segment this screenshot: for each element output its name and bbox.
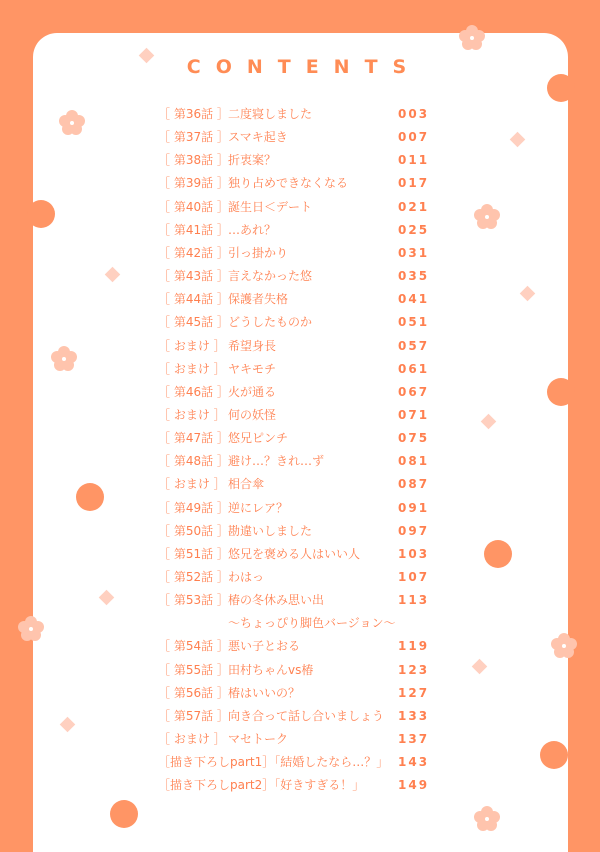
entry-page: 137 <box>398 732 430 747</box>
entry-page: 081 <box>398 454 430 469</box>
toc-row <box>0 406 600 424</box>
toc-row <box>0 730 600 748</box>
entry-title: 保護者失格 <box>228 292 289 307</box>
entry-page: 067 <box>398 384 430 399</box>
entry-title: …あれ？ <box>228 222 277 237</box>
entry-page: 103 <box>398 546 430 561</box>
entry-page: 075 <box>398 431 430 446</box>
entry-label: ［ 第39話 ］ <box>158 176 229 191</box>
toc-row <box>0 637 600 655</box>
entry-page: 091 <box>398 500 430 515</box>
entry-page: 025 <box>398 222 430 237</box>
entry-title: 避け…？きれ…ず <box>228 454 325 469</box>
entry-title: スマキ起き <box>228 130 288 145</box>
toc-row <box>0 568 600 586</box>
entry-label: ［ 第46話 ］ <box>158 384 229 399</box>
entry-page: 021 <box>398 199 430 214</box>
entry-title: マセトーク <box>228 732 289 747</box>
extra-entry-title: ［描き下ろしpart2］「好きすぎる！」 <box>158 778 365 793</box>
entry-label: ［ おまけ ］ <box>158 407 226 422</box>
entry-title: 言えなかった悠 <box>228 269 313 284</box>
toc-row <box>0 545 600 563</box>
toc-row <box>0 661 600 679</box>
entry-label: ［ 第37話 ］ <box>158 130 229 145</box>
entry-page: 087 <box>398 477 430 492</box>
entry-title: 田村ちゃんvs椿 <box>228 662 314 677</box>
page-title: CONTENTS <box>186 56 422 78</box>
entry-page: 035 <box>398 269 430 284</box>
entry-label: ［ おまけ ］ <box>158 732 226 747</box>
entry-label: ［ 第50話 ］ <box>158 523 229 538</box>
entry-page: 003 <box>398 107 430 121</box>
toc-row <box>0 128 600 146</box>
entry-label: ［ 第36話 ］ <box>158 107 229 121</box>
entry-title: 希望身長 <box>228 338 277 353</box>
entry-label: ［ 第42話 ］ <box>158 245 229 260</box>
entry-label: ［ 第53話 ］ <box>158 593 229 608</box>
flower-icon <box>474 806 500 832</box>
entry-label: ［ 第49話 ］ <box>158 500 229 515</box>
entry-title: 椿の冬休み思い出 <box>228 593 325 608</box>
entry-page: 041 <box>398 292 430 307</box>
toc-row <box>0 753 600 771</box>
entry-label: ［ 第52話 ］ <box>158 570 229 584</box>
toc-row <box>0 452 600 470</box>
entry-page: 149 <box>398 778 430 793</box>
entry-label: ［ 第47話 ］ <box>158 431 229 446</box>
entry-label: ［ 第55話 ］ <box>158 662 229 677</box>
entry-title: 椿はいいの？ <box>228 685 301 700</box>
entry-label: ［ 第48話 ］ <box>158 454 229 469</box>
entry-label: ［ 第45話 ］ <box>158 315 229 330</box>
entry-page: 017 <box>398 176 430 191</box>
entry-page: 127 <box>398 685 430 700</box>
toc-row <box>0 198 600 216</box>
entry-label: ［ 第38話 ］ <box>158 153 229 168</box>
toc-row <box>0 244 600 262</box>
entry-page: 051 <box>398 315 430 330</box>
toc-row <box>0 707 600 725</box>
entry-title: 折衷案？ <box>228 153 277 168</box>
toc-row <box>0 267 600 285</box>
entry-title: 二度寝しました <box>228 107 313 121</box>
entry-title: 引っ掛かり <box>228 245 289 260</box>
entry-label: ［ 第54話 ］ <box>158 639 229 654</box>
toc-row <box>0 475 600 493</box>
entry-title: 悠兄を褒める人はいい人 <box>228 546 361 561</box>
toc-row <box>0 614 600 632</box>
entry-title: 勘違いしました <box>228 523 313 538</box>
entry-page: 113 <box>398 593 430 608</box>
entry-title: 火が通る <box>228 384 277 399</box>
entry-page: 119 <box>398 639 430 654</box>
entry-title: 誕生日＜デート <box>228 199 313 214</box>
entry-title: ヤキモチ <box>228 361 277 376</box>
entry-title: 向き合って話し合いましょう <box>228 708 385 723</box>
deco-circle <box>110 800 138 828</box>
entry-label: ［ おまけ ］ <box>158 338 226 353</box>
entry-title: 悠兄ピンチ <box>228 431 289 446</box>
entry-page: 097 <box>398 523 430 538</box>
entry-label: ［ 第40話 ］ <box>158 199 229 214</box>
entry-title: 逆にレア？ <box>228 500 289 515</box>
extra-entry-title: ［描き下ろしpart1］「結婚したなら…？」 <box>158 755 389 770</box>
entry-title: 相合傘 <box>228 477 265 492</box>
toc-row <box>0 290 600 308</box>
entry-title: どうしたものか <box>228 315 313 330</box>
toc-row <box>0 337 600 355</box>
entry-label: ［ おまけ ］ <box>158 361 226 376</box>
entry-page: 007 <box>398 130 430 145</box>
entry-page: 057 <box>398 338 430 353</box>
toc-row <box>0 684 600 702</box>
entry-label: ［ 第51話 ］ <box>158 546 229 561</box>
entry-label: ［ 第44話 ］ <box>158 292 229 307</box>
entry-title: 何の妖怪 <box>228 407 277 422</box>
toc-row <box>0 174 600 192</box>
entry-label: ［ 第56話 ］ <box>158 685 229 700</box>
entry-page: 061 <box>398 361 430 376</box>
entry-label: ［ 第43話 ］ <box>158 269 229 284</box>
entry-subtitle: ～ちょっぴり脚色バージョン～ <box>228 616 396 631</box>
entry-page: 031 <box>398 245 430 260</box>
entry-title: 悪い子とおる <box>228 639 301 654</box>
toc-row <box>0 776 600 794</box>
entry-page: 123 <box>398 662 430 677</box>
toc-row <box>0 105 600 123</box>
flower-icon <box>459 25 485 51</box>
entry-page: 143 <box>398 755 430 770</box>
toc-row <box>0 429 600 447</box>
entry-page: 133 <box>398 708 430 723</box>
entry-title: 独り占めできなくなる <box>228 176 349 191</box>
toc-row <box>0 499 600 517</box>
toc-row <box>0 383 600 401</box>
entry-label: ［ 第57話 ］ <box>158 708 229 723</box>
deco-circle <box>547 74 575 102</box>
entry-label: ［ 第41話 ］ <box>158 222 229 237</box>
entry-title: わはっ <box>228 570 265 584</box>
toc-row <box>0 151 600 169</box>
entry-page: 011 <box>398 153 430 168</box>
toc-row <box>0 221 600 239</box>
toc-row <box>0 591 600 609</box>
entry-page: 071 <box>398 407 430 422</box>
toc-row <box>0 313 600 331</box>
entry-label: ［ おまけ ］ <box>158 477 226 492</box>
toc-row <box>0 360 600 378</box>
toc-row <box>0 522 600 540</box>
entry-page: 107 <box>398 570 430 584</box>
